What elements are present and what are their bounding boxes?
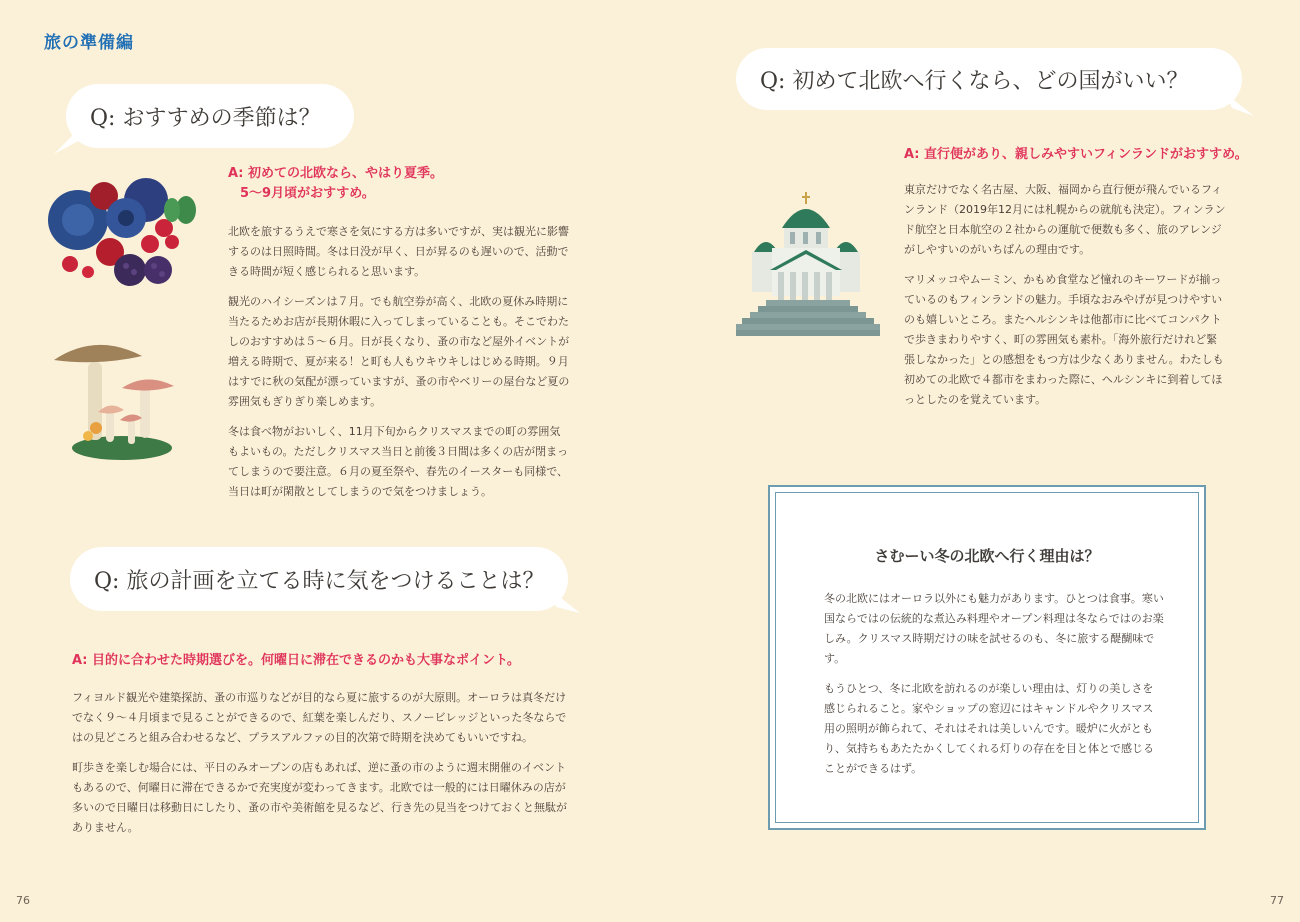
paragraph: 北欧を旅するうえで寒さを気にする方は多いですが、実は観光に影響するのは日照時間。冬は日没が早く、日が昇るのも遅いので、活動できる時間が短く感じられると思います。: [228, 225, 569, 278]
paragraph: 東京だけでなく名古屋、大阪、福岡から直行便が飛んでいるフィンランド（2019年12月には札幌からの就航も決定）。フィンランド航空と日本航空の２社からの運航で便数も多く、旅のアレンジがしやすいのがいちばんの理由です。: [904, 183, 1226, 256]
question-text: Q: 旅の計画を立てる時に気をつけることは？: [94, 568, 545, 594]
paragraph: マリメッコやムーミン、かもめ食堂など憧れのキーワードが揃っているのもフィンランドの魅力。手頃なおみやげが見つけやすいのも嬉しいところ。またヘルシンキは他都市に比べてコンパクトで歩きまわりやすく、町の雰囲気も素朴。「海外旅行だけれど緊張しなかった」との感想をもつ方は少なくありません。わたしも初めての北欧で４都市をまわった際に、ヘルシンキに到着してほっとしたのを覚えています。: [904, 273, 1224, 406]
answer-planning: A: 目的に合わせた時期選びを。何曜日に滞在できるのかも大事なポイント。: [72, 653, 520, 668]
planning-body: [72, 688, 568, 848]
paragraph: もうひとつ、冬に北欧を訪れるのが楽しい理由は、灯りの美しさを感じられること。家やショップの窓辺にはキャンドルやクリスマス用の照明が飾られて、それはそれは美しいんです。暖炉に火がともり、気持ちもあたたかくしてくれる灯りの存在を目と体とで感じることができるはず。: [824, 682, 1154, 775]
helsinki-cathedral-illustration: [736, 190, 884, 350]
winter-column-box: [768, 485, 1206, 830]
box-inner-border: [775, 492, 1199, 823]
question-bubble-country: [736, 48, 1242, 110]
paragraph: 冬は食べ物がおいしく、11月下旬からクリスマスまでの町の雰囲気もよいもの。ただしクリスマス当日と前後３日間は多くの店が閉まってしまうので要注意。６月の夏至祭や、春先のイースターも同様で、当日は町が閑散としてしまうので気をつけましょう。: [228, 425, 569, 498]
answer-country: A: 直行便があり、親しみやすいフィンランドがおすすめ。: [904, 147, 1248, 162]
box-body: [824, 589, 1164, 789]
page-number-left: 76: [16, 894, 30, 907]
bubble-tail: [54, 134, 84, 156]
box-title: さむーい冬の北欧へ行く理由は？: [874, 547, 1100, 565]
bubble-tail: [552, 591, 582, 615]
paragraph: 冬の北欧にはオーロラ以外にも魅力があります。ひとつは食事。寒い国ならではの伝統的な煮込み料理やオープン料理は冬ならではのお楽しみ。クリスマス時期だけの味を試せるのも、冬に旅する醍醐味です。: [824, 592, 1164, 665]
country-body: [904, 180, 1228, 420]
question-bubble-season: [66, 84, 354, 148]
season-body: [228, 222, 570, 512]
mushrooms-illustration: [52, 338, 182, 463]
answer-line-2: 5～9月頃がおすすめ。: [240, 186, 375, 201]
answer-season: [228, 164, 443, 204]
answer-line-1: A: 初めての北欧なら、やはり夏季。: [228, 166, 444, 181]
question-bubble-planning: [70, 547, 568, 611]
page-number-right: 77: [1270, 894, 1284, 907]
section-title: 旅の準備編: [44, 33, 134, 53]
berries-illustration: [46, 172, 206, 292]
question-text: Q: おすすめの季節は？: [90, 105, 321, 131]
paragraph: 観光のハイシーズンは７月。でも航空券が高く、北欧の夏休み時期に当たるためお店が長期休暇に入ってしまっていることも。そこでわたしのおすすめは５～６月。日が長くなり、蚤の市など屋外イベントが増える時期で、夏が来る！と町も人もウキウキしはじめる時期。９月はすでに秋の気配が漂っていますが、蚤の市やベリーの屋台など夏の雰囲気もぎりぎり楽しめます。: [228, 295, 570, 408]
bubble-tail: [1226, 94, 1256, 118]
paragraph: 町歩きを楽しむ場合には、平日のみオープンの店もあれば、逆に蚤の市のように週末開催のイベントもあるので、何曜日に滞在できるかで充実度が変わってきます。北欧では一般的には日曜休みの店が多いので日曜日は移動日にしたり、蚤の市や美術館を見るなど、行き先の見当をつけておくと無駄がありません。: [72, 761, 567, 834]
paragraph: フィヨルド観光や建築探訪、蚤の市巡りなどが目的なら夏に旅するのが大原則。オーロラは真冬だけでなく９～４月頃まで見ることができるので、紅葉を楽しんだり、スノービレッジといった冬ならではの見どころと組み合わせるなど、プラスアルファの目的次第で時期を決めてもいいですね。: [72, 691, 567, 744]
question-text: Q: 初めて北欧へ行くなら、どの国がいい？: [760, 68, 1189, 94]
